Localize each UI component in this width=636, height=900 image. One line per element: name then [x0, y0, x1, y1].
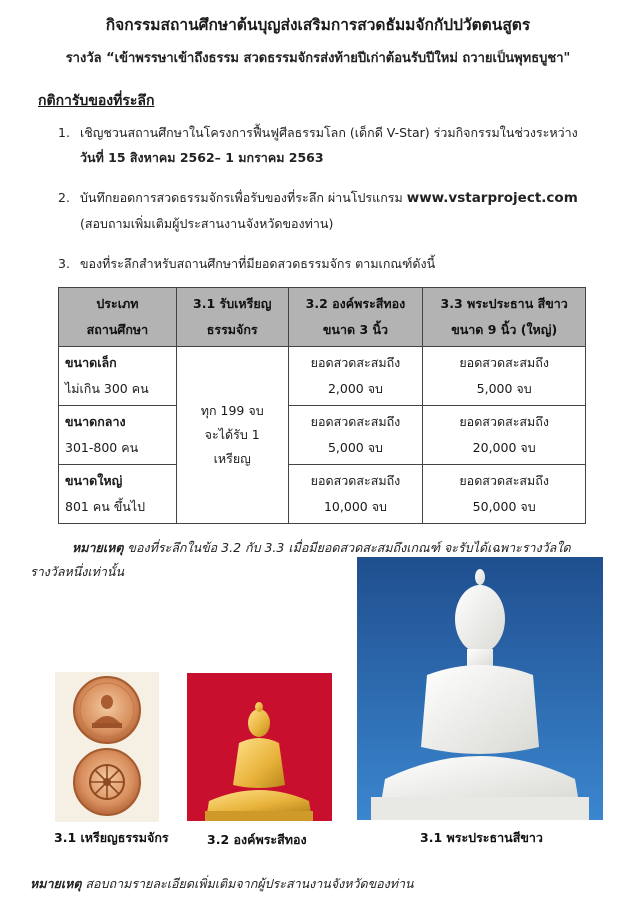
item-number: 3.: [58, 256, 70, 271]
header-cell: 3.3 พระประธาน สีขาว ขนาด 9 นิ้ว (ใหญ่): [423, 288, 586, 347]
header-cell: 3.1 รับเหรียญ ธรรมจักร: [176, 288, 288, 347]
table-row: [59, 347, 586, 406]
table-header-row: [59, 288, 586, 347]
note-label: หมายเหตุ: [72, 540, 124, 555]
header-cell: ประเภท สถานศึกษา: [59, 288, 177, 347]
reward-table: [58, 287, 586, 524]
footer-note: [30, 874, 414, 894]
white-target-cell: ยอดสวดสะสมถึง 20,000 จบ: [423, 406, 586, 465]
gold-target-cell: ยอดสวดสะสมถึง 5,000 จบ: [288, 406, 423, 465]
item-text: ของที่ระลึกสำหรับสถานศึกษาที่มียอดสวดธรรมจักร ตามเกณฑ์ดังนี้: [80, 256, 436, 271]
list-item: [58, 124, 600, 167]
white-buddha-caption: 3.1 พระประธานสีขาว: [420, 830, 543, 845]
school-size-cell: ขนาดใหญ่ 801 คน ขึ้นไป: [59, 465, 177, 524]
header-cell: 3.2 องค์พระสีทอง ขนาด 3 นิ้ว: [288, 288, 423, 347]
website-link[interactable]: www.vstarproject.com: [406, 190, 578, 206]
white-target-cell: ยอดสวดสะสมถึง 50,000 จบ: [423, 465, 586, 524]
page-title: กิจกรรมสถานศึกษาต้นบุญส่งเสริมการสวดธัมมจักกัปปวัตตนสูตร: [105, 16, 531, 34]
item-number: 2.: [58, 190, 70, 205]
school-size-cell: ขนาดกลาง 301-800 คน: [59, 406, 177, 465]
white-buddha-image: [357, 557, 603, 820]
medal-rule-cell: ทุก 199 จบ จะได้รับ 1 เหรียญ: [176, 347, 288, 524]
page-subtitle: รางวัล “เข้าพรรษาเข้าถึงธรรม สวดธรรมจักรส่งท้ายปีเก่าต้อนรับปีใหม่ ถวายเป็นพุทธบูชา": [65, 51, 571, 66]
note-label: หมายเหตุ: [30, 876, 82, 891]
item-note: (สอบถามเพิ่มเติมผู้ประสานงานจังหวัดของท่าน): [80, 216, 334, 231]
white-target-cell: ยอดสวดสะสมถึง 5,000 จบ: [423, 347, 586, 406]
gold-target-cell: ยอดสวดสะสมถึง 2,000 จบ: [288, 347, 423, 406]
school-size-cell: ขนาดเล็ก ไม่เกิน 300 คน: [59, 347, 177, 406]
item-text: บันทึกยอดการสวดธรรมจักรเพื่อรับของที่ระลึก ผ่านโปรแกรม: [80, 190, 403, 205]
note-text: สอบถามรายละเอียดเพิ่มเติมจากผู้ประสานงานจังหวัดของท่าน: [81, 876, 414, 891]
list-item: [58, 189, 600, 233]
gold-buddha-image: [187, 673, 332, 821]
section-title: กติการับของที่ระลึก: [38, 93, 155, 109]
medal-caption: 3.1 เหรียญธรรมจักร: [54, 830, 169, 845]
table-row: [59, 465, 586, 524]
table-row: [59, 406, 586, 465]
gold-buddha-caption: 3.2 องค์พระสีทอง: [207, 832, 307, 847]
item-date: วันที่ 15 สิงหาคม 2562– 1 มกราคม 2563: [80, 150, 324, 165]
gold-target-cell: ยอดสวดสะสมถึง 10,000 จบ: [288, 465, 423, 524]
list-item: [58, 255, 600, 273]
note-text: ของที่ระลึกในข้อ 3.2 กับ 3.3 เมื่อมียอดสวดสะสมถึงเกณฑ์ จะรับได้เฉพาะรางวัลใด รางวัลหนึ่งเท่านั้น: [30, 540, 571, 579]
item-number: 1.: [58, 125, 70, 140]
medal-image: [55, 672, 159, 822]
item-text: เชิญชวนสถานศึกษาในโครงการฟื้นฟูศีลธรรมโลก (เด็กดี V-Star) ร่วมกิจกรรมในช่วงระหว่าง: [80, 125, 578, 140]
